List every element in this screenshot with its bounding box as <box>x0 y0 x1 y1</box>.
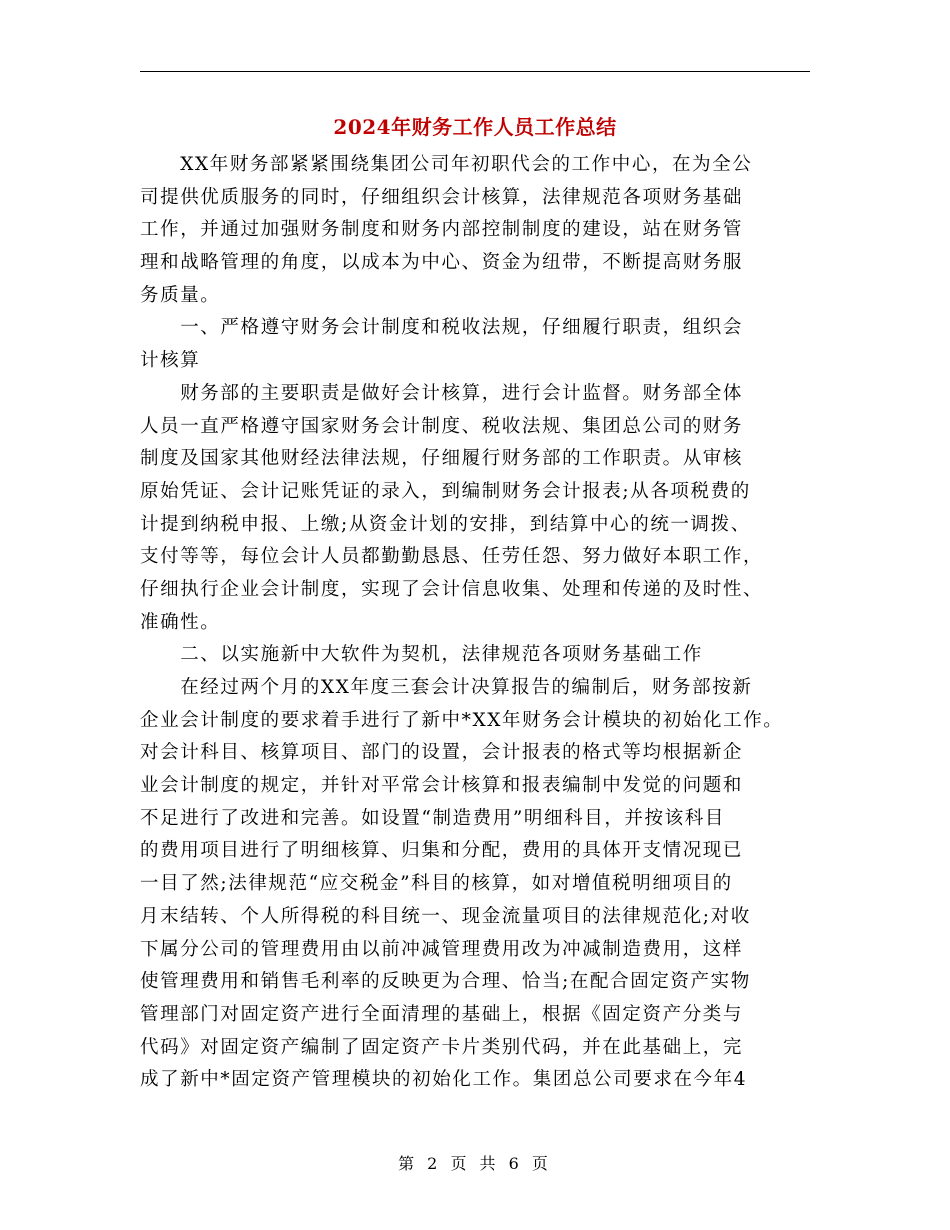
body-line: 成了新中*固定资产管理模块的初始化工作。集团总公司要求在今年4 <box>140 1069 748 1091</box>
body-line: 工作，并通过加强财务制度和财务内部控制制度的建设，站在财务管 <box>140 219 744 241</box>
body-line: 一目了然;法律规范“应交税金”科目的核算，如对增值税明细项目的 <box>140 873 733 895</box>
body-line: 不足进行了改进和完善。如设置“制造费用”明细科目，并按该科目 <box>140 807 725 829</box>
body-line: 使管理费用和销售毛利率的反映更为合理、恰当;在配合固定资产实物 <box>140 971 751 993</box>
body-line: 的费用项目进行了明细核算、归集和分配，费用的具体开支情况现已 <box>140 840 744 862</box>
body-line: 企业会计制度的要求着手进行了新中*XX年财务会计模块的初始化工作。 <box>140 709 784 731</box>
body-line: 支付等等，每位会计人员都勤勤恳恳、任劳任怨、努力做好本职工作， <box>140 546 764 568</box>
document-title: 2024年财务工作人员工作总结 <box>333 115 617 139</box>
body-line: 计核算 <box>140 350 201 372</box>
body-line: 人员一直严格遵守国家财务会计制度、税收法规、集团总公司的财务 <box>140 415 744 437</box>
body-line: 务质量。 <box>140 284 221 306</box>
header-rule <box>140 71 810 72</box>
body-line: 司提供优质服务的同时，仔细组织会计核算，法律规范各项财务基础 <box>140 186 744 208</box>
body-line: XX年财务部紧紧围绕集团公司年初职代会的工作中心，在为全公 <box>140 154 753 175</box>
body-line: 在经过两个月的XX年度三套会计决算报告的编制后，财务部按新 <box>140 677 753 698</box>
body-line: 理和战略管理的角度，以成本为中心、资金为纽带，不断提高财务服 <box>140 252 744 274</box>
body-line: 二、以实施新中大软件为契机，法律规范各项财务基础工作 <box>140 644 703 666</box>
body-line: 计提到纳税申报、上缴;从资金计划的安排，到结算中心的统一调拨、 <box>140 513 751 535</box>
body-line: 业会计制度的规定，并针对平常会计核算和报表编制中发觉的问题和 <box>140 775 744 797</box>
body-line: 制度及国家其他财经法律法规，仔细履行财务部的工作职责。从审核 <box>140 448 744 470</box>
body-line: 代码》对固定资产编制了固定资产卡片类别代码，并在此基础上，完 <box>140 1036 744 1058</box>
body-line: 财务部的主要职责是做好会计核算，进行会计监督。财务部全体 <box>140 382 744 404</box>
body-line: 对会计科目、核算项目、部门的设置，会计报表的格式等均根据新企 <box>140 742 744 764</box>
body-line: 一、严格遵守财务会计制度和税收法规，仔细履行职责，组织会 <box>140 317 744 339</box>
body-line: 仔细执行企业会计制度，实现了会计信息收集、处理和传递的及时性、 <box>140 578 764 600</box>
body-line: 准确性。 <box>140 611 221 633</box>
body-line: 管理部门对固定资产进行全面清理的基础上，根据《固定资产分类与 <box>140 1003 744 1025</box>
body-line: 下属分公司的管理费用由以前冲减管理费用改为冲减制造费用，这样 <box>140 938 744 960</box>
page-footer: 第 2 页 共 6 页 <box>398 1154 552 1173</box>
body-line: 原始凭证、会计记账凭证的录入，到编制财务会计报表;从各项税费的 <box>140 480 751 502</box>
document-body <box>140 149 810 1097</box>
body-line: 月末结转、个人所得税的科目统一、现金流量项目的法律规范化;对收 <box>140 905 751 927</box>
